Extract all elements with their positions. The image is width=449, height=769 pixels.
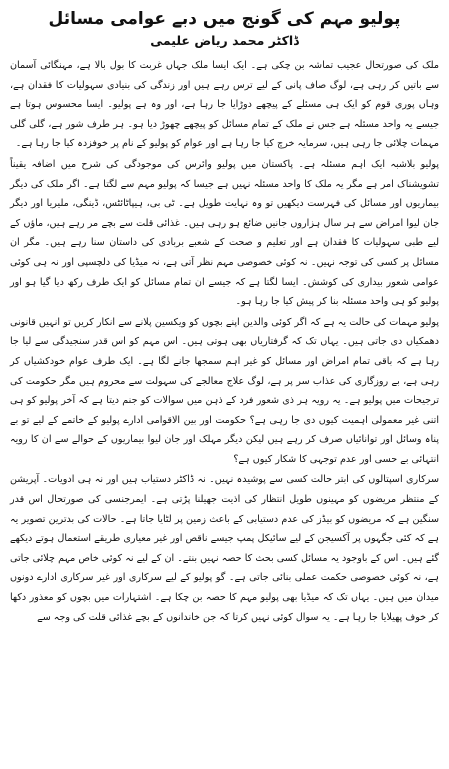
- article-paragraph-1: ملک کی صورتحال عجیب تماشہ بن چکی ہے۔ ایک ایسا ملک جہاں غربت کا بول بالا ہے، مہنگائی آسمان سے باتیں کر رہی ہے، لوگ صاف پانی کے لیے ترس رہے ہیں اور زندگی کی بنیادی سہولیات کا فقدان ہے، وہاں پوری قوم کو ایک ہی مسئلے کے پیچھے دوڑایا جا رہا ہے، اور وہ ہے پولیو۔ ایسا محسوس ہوتا ہے جیسے یہ واحد مسئلہ ہے جس نے ملک کے تمام مسائل کو پیچھے چھوڑ دیا ہو۔ ہر طرف شور ہے، گلی گلی مہمات چلائی جا رہی ہیں، سرمایہ خرچ کیا جا رہا ہے اور عوام کو پولیو کے نام پر خوفزدہ کیا جا رہا ہے۔: [10, 60, 439, 150]
- article-paragraph-3: پولیو مہمات کی حالت یہ ہے کہ اگر کوئی والدین اپنے بچوں کو ویکسین پلانے سے انکار کریں تو انہیں قانونی دھمکیاں دی جاتی ہیں۔ یہاں تک کہ گرفتاریاں بھی ہوتی ہیں۔ اس مہم کو اس قدر سنجیدگی سے لیا جا رہا ہے کہ باقی تمام امراض اور مسائل کو غیر اہم سمجھا جانے لگا ہے۔ ایک طرف عوام خودکشیاں کر رہی ہے، بے روزگاری کی عذاب سر پر ہے، لوگ علاج معالجے کی سہولت سے محروم ہیں مگر حکومت کی ترجیحات میں پولیو ہے۔ یہ رویہ ہر ذی شعور فرد کے ذہن میں سوالات کو جنم دیتا ہے کہ آخر پولیو کو ہی اتنی غیر معمولی اہمیت کیوں دی جا رہی ہے؟ حکومت اور بین الاقوامی ادارے پولیو کے خاتمے کے لیے تو بے پناہ وسائل اور توانائیاں صرف کر رہے ہیں لیکن دیگر مہلک اور جان لیوا بیماریوں کے حوالے سے ان کا رویہ انتہائی بے حسی اور عدم توجہی کا شکار کیوں ہے؟: [10, 316, 439, 465]
- article-paragraph-4: سرکاری اسپتالوں کی ابتر حالت کسی سے پوشیدہ نہیں۔ نہ ڈاکٹر دستیاب ہیں اور نہ ہی ادویات۔ آپریشن کے منتظر مریضوں کو مہینوں طویل انتظار کی اذیت جھیلنا پڑتی ہے۔ ایمرجنسی کی صورتحال اس قدر سنگین ہے کہ مریضوں کو بیڈز کی عدم دستیابی کے باعث زمین پر لٹایا جاتا ہے۔ حالات کی بدترین تصویر یہ ہے کہ کئی جگہوں پر آکسیجن کے لیے سائیکل پمپ جیسے ناقص اور غیر معیاری طریقے استعمال ہوتے دیکھے گئے ہیں۔ اس کے باوجود یہ مسائل کسی بحث کا حصہ نہیں بنتے۔ ان کے لیے نہ کوئی خاص مہم چلائی جاتی ہے، نہ کوئی خصوصی حکمت عملی بنائی جاتی ہے۔ گو پولیو کے لیے سرکاری اور غیر سرکاری ادارے دونوں میدان میں ہیں۔ یہاں تک کہ میڈیا بھی پولیو مہم کا حصہ بن چکا ہے۔ اشتہارات میں بچوں کو معذور دکھا کر خوف پھیلایا جا رہا ہے۔ یہ سوال کوئی نہیں کرتا کہ جن خاندانوں کے بچے غذائی قلت کی وجہ سے: [10, 474, 439, 623]
- article-paragraph-2: پولیو بلاشبہ ایک اہم مسئلہ ہے۔ پاکستان میں پولیو وائرس کی موجودگی کی شرح میں اضافہ یقیناً تشویشناک امر ہے مگر یہ ملک کا واحد مسئلہ نہیں ہے جیسا کہ پولیو مہم سے لگتا ہے۔ اگر ملک کی دیگر بیماریوں اور مسائل کی فہرست دیکھیں تو وہ نہایت طویل ہے۔ ٹی بی، ہیپاٹائٹس، ڈینگی، ملیریا اور دیگر جان لیوا امراض سے ہر سال ہزاروں جانیں ضائع ہو رہی ہیں۔ غذائی قلت سے بچے مر رہے ہیں، ماؤں کے لیے طبی سہولیات کا فقدان ہے اور تعلیم و صحت کے شعبے بربادی کی داستان سنا رہے ہیں۔ مگر ان مسائل پر کسی کی توجہ نہیں۔ نہ کوئی خصوصی مہم نظر آتی ہے، نہ میڈیا کی دلچسپی اور نہ ہی کوئی عوامی شعور بیداری کی کوشش۔ ایسا لگتا ہے کہ جیسے ان تمام مسائل کو ایک طرف رکھ دیا گیا ہو اور پولیو کو ہی واحد مسئلہ بنا کر پیش کیا جا رہا ہو۔: [10, 158, 439, 308]
- article-author: ڈاکٹر محمد ریاض علیمی: [150, 33, 299, 48]
- article-title: پولیو مہم کی گونج میں دبے عوامی مسائل: [48, 9, 401, 29]
